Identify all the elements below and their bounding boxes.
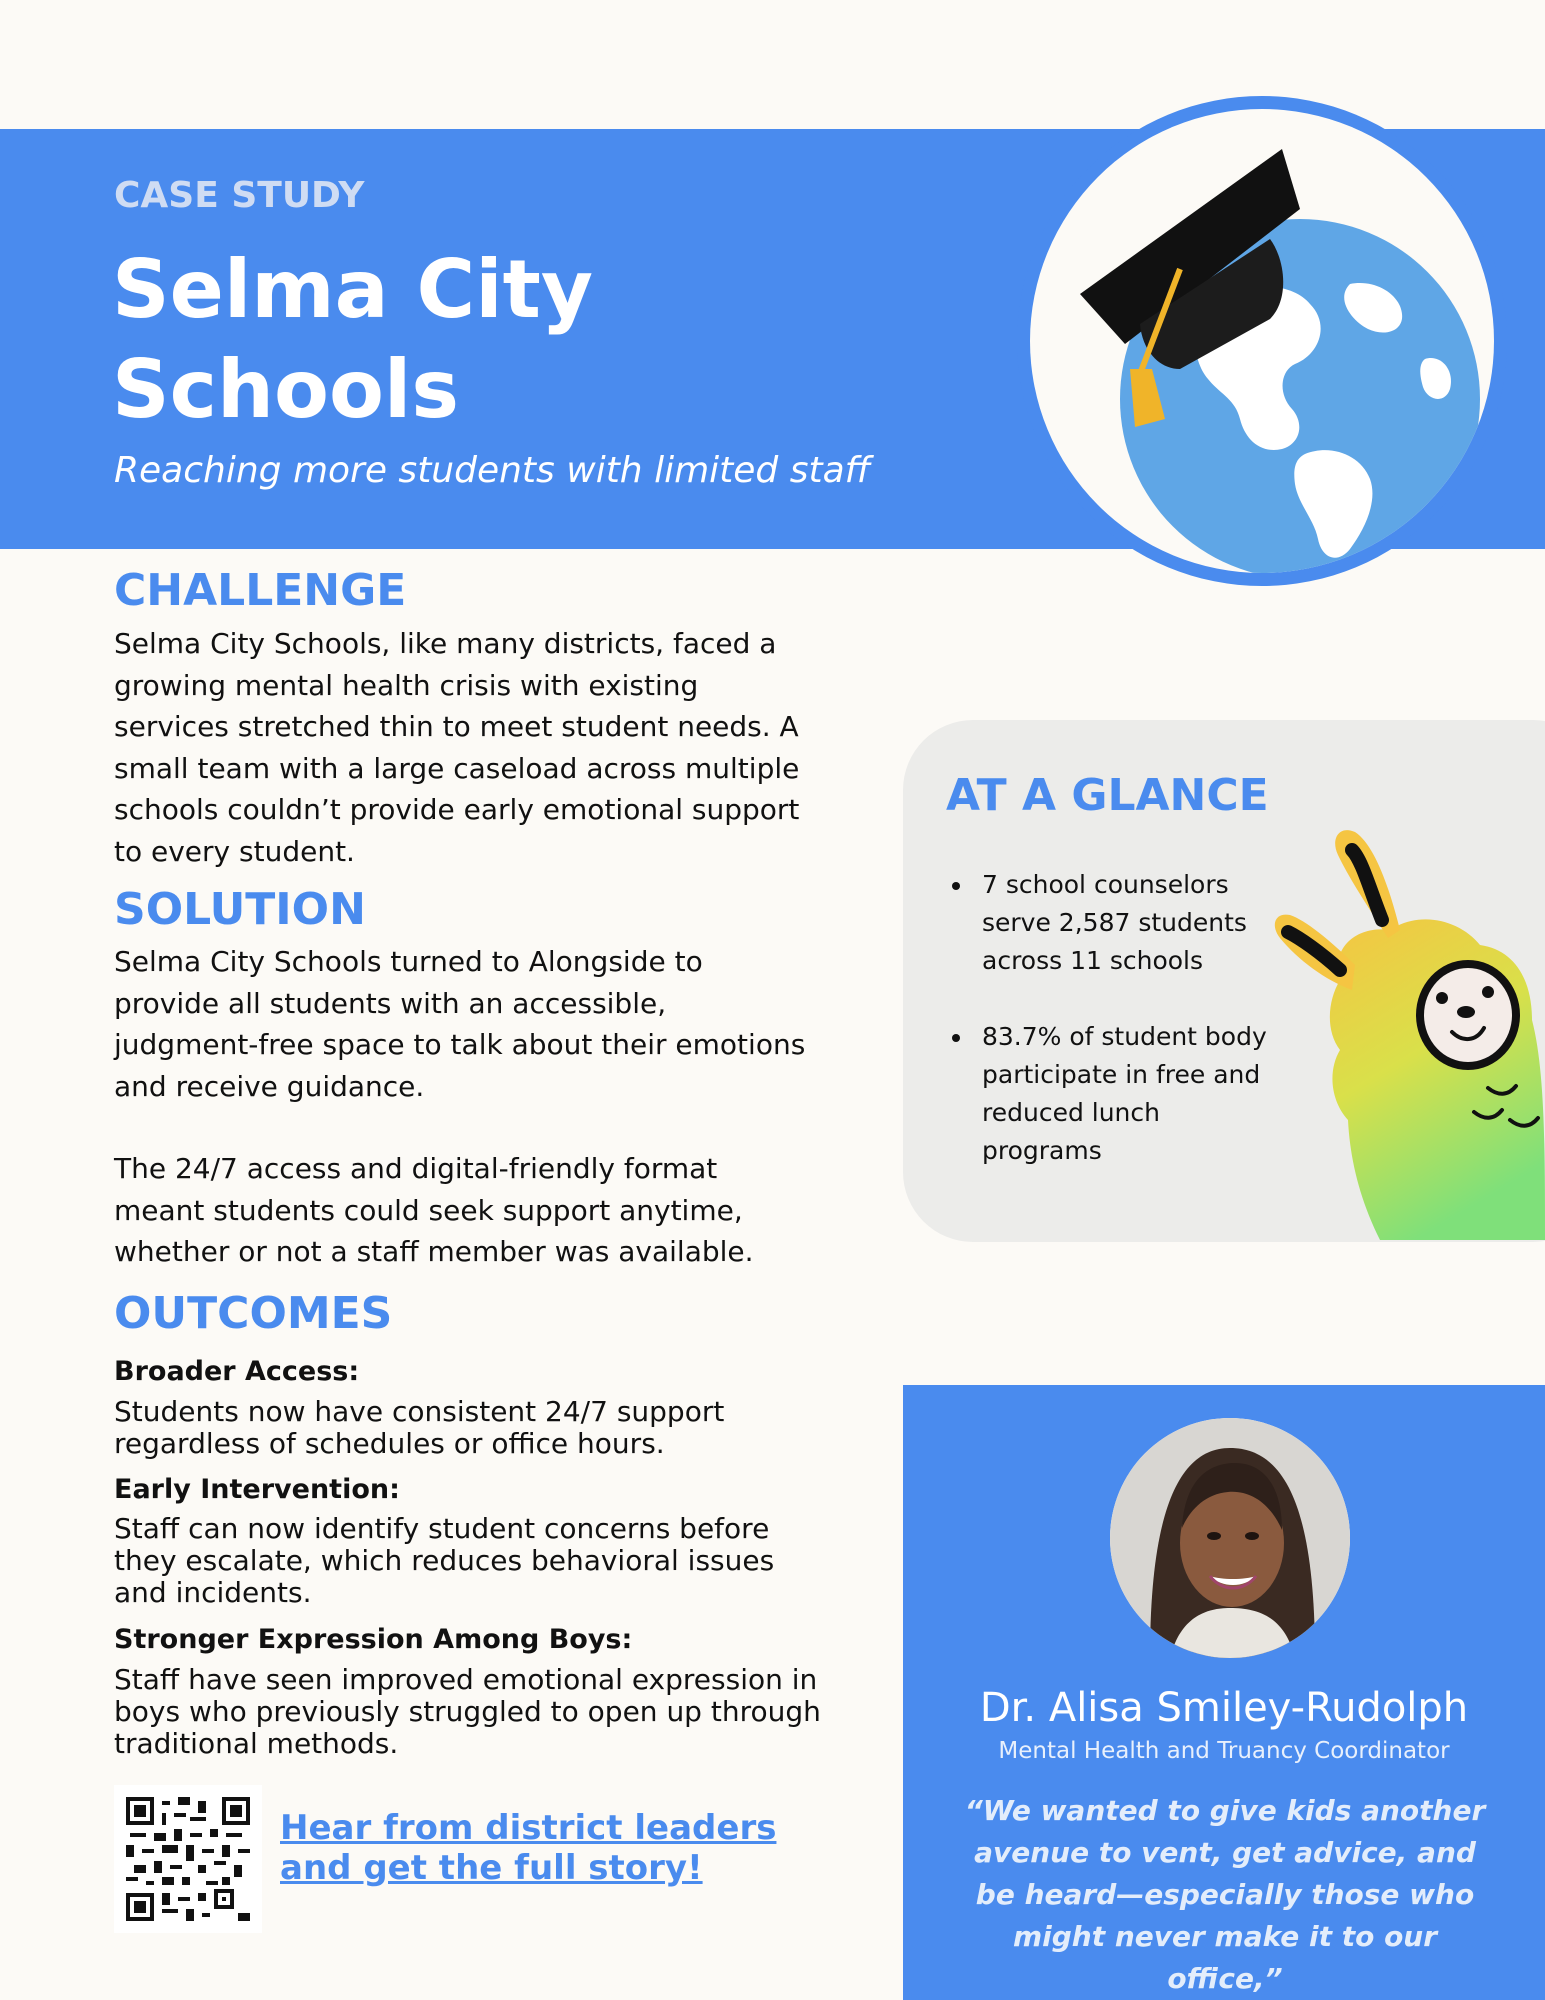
eyebrow-label: CASE STUDY bbox=[114, 175, 365, 216]
qr-code[interactable] bbox=[114, 1785, 262, 1933]
outcome-text: Students now have consistent 24/7 support regardless of schedules or office hours. bbox=[114, 1395, 725, 1460]
outcome-title: Early Intervention: bbox=[114, 1474, 400, 1505]
at-a-glance-heading: AT A GLANCE bbox=[946, 770, 1269, 821]
outcome-title: Stronger Expression Among Boys: bbox=[114, 1624, 633, 1655]
list-item: 7 school counselors serve 2,587 students across 11 schools bbox=[952, 866, 1282, 980]
page-subtitle: Reaching more students with limited staff bbox=[114, 450, 871, 491]
outcome-text: Staff can now identify student concerns before they escalate, which reduces behavioral issues and incidents. bbox=[114, 1512, 775, 1609]
list-item: 83.7% of student body participate in free and reduced lunch programs bbox=[952, 1018, 1282, 1170]
outcome-title: Broader Access: bbox=[114, 1356, 360, 1387]
portrait-photo-icon bbox=[1110, 1418, 1350, 1658]
testimonial-role: Mental Health and Truancy Coordinator bbox=[998, 1738, 1450, 1764]
challenge-heading: CHALLENGE bbox=[114, 565, 407, 616]
avatar bbox=[1110, 1418, 1350, 1658]
outcomes-heading: OUTCOMES bbox=[114, 1288, 393, 1339]
graduation-globe-icon bbox=[1030, 109, 1494, 573]
testimonial-name: Dr. Alisa Smiley-Rudolph bbox=[979, 1685, 1469, 1731]
challenge-text: Selma City Schools, like many districts, faced a growing mental health crisis with existing services stretched thin to meet student needs. A small team with a large caseload across multiple schools couldn’t provide early emotional support to every student. bbox=[114, 627, 800, 868]
at-a-glance-list bbox=[952, 866, 1282, 1208]
outcome-text: Staff have seen improved emotional expression in boys who previously struggled to open up through traditional methods. bbox=[114, 1663, 821, 1760]
solution-paragraph-1: Selma City Schools turned to Alongside to provide all students with an accessible, judgment-free space to talk about their emotions and receive guidance. bbox=[114, 945, 806, 1103]
llama-mascot-icon bbox=[1270, 820, 1545, 1240]
solution-paragraph-2: The 24/7 access and digital-friendly format meant students could seek support anytime, whether or not a staff member was available. bbox=[114, 1152, 754, 1268]
qr-code-icon bbox=[126, 1797, 250, 1921]
full-story-link[interactable]: Hear from district leaders and get the full story! bbox=[280, 1808, 777, 1888]
page-title: Selma City Schools bbox=[112, 243, 594, 436]
solution-heading: SOLUTION bbox=[114, 884, 366, 935]
testimonial-quote: “We wanted to give kids another avenue to vent, get advice, and be heard—especially those who might never make it to our office,” bbox=[964, 1794, 1486, 1995]
globe-illustration bbox=[1030, 109, 1494, 573]
